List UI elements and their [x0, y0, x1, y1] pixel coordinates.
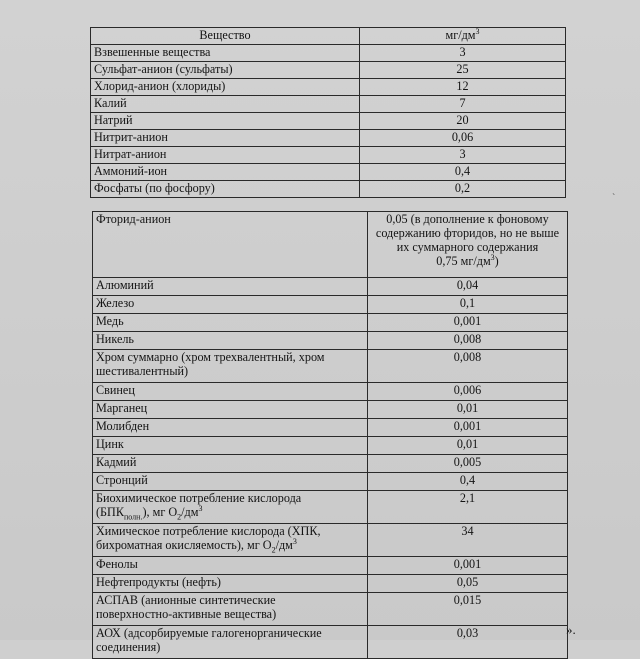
row-value: 7	[360, 96, 566, 113]
row-value: 34	[368, 524, 568, 557]
row-name	[93, 524, 368, 557]
row-value: 0,001	[368, 557, 568, 575]
row-value: 0,4	[368, 473, 568, 491]
bod-sub: 2	[177, 512, 182, 522]
row-value: 25	[360, 62, 566, 79]
row-value: 0,001	[368, 419, 568, 437]
table-row	[93, 278, 568, 296]
row-value: 0,2	[360, 181, 566, 198]
table-row	[91, 62, 566, 79]
row-value: 0,008	[368, 332, 568, 350]
bod-sub: полн.	[124, 512, 143, 522]
row-name: Взвешенные вещества	[91, 45, 360, 62]
row-name: Аммоний-ион	[91, 164, 360, 181]
table-row	[93, 473, 568, 491]
row-value: 0,06	[360, 130, 566, 147]
row-value: 0,01	[368, 401, 568, 419]
bod-text: ), мг O	[142, 505, 178, 519]
table-row	[91, 113, 566, 130]
row-name: Медь	[93, 314, 368, 332]
row-name: Никель	[93, 332, 368, 350]
row-name-line	[96, 503, 364, 522]
row-name: Сульфат-анион (сульфаты)	[91, 62, 360, 79]
table-row	[93, 557, 568, 575]
table-row	[93, 314, 568, 332]
row-name: Нитрат-анион	[91, 147, 360, 164]
row-name: Молибден	[93, 419, 368, 437]
row-name-line: АОХ (адсорбируемые галогенорганические	[96, 626, 322, 640]
row-name: Свинец	[93, 383, 368, 401]
row-name: Стронций	[93, 473, 368, 491]
row-value: 12	[360, 79, 566, 96]
row-value: 0,015	[368, 593, 568, 626]
row-name: Нитрит-анион	[91, 130, 360, 147]
row-name-line: АСПАВ (анионные синтетические	[96, 593, 276, 607]
table-row	[93, 401, 568, 419]
row-name: Калий	[91, 96, 360, 113]
substances-table-1	[90, 27, 566, 198]
fluoride-note-line: 0,05 (в дополнение к фоновому	[386, 212, 549, 226]
table-row-chrome	[93, 350, 568, 383]
row-name-line: Хром суммарно (хром трехвалентный, хром	[96, 350, 325, 364]
row-value: 3	[360, 147, 566, 164]
closing-quote-mark: ».	[566, 622, 576, 637]
table-row	[91, 96, 566, 113]
table-row	[93, 419, 568, 437]
row-name	[93, 593, 368, 626]
row-name: Фторид-анион	[93, 212, 368, 278]
table-row	[91, 130, 566, 147]
table-row	[93, 437, 568, 455]
cod-sub: 2	[271, 545, 276, 555]
row-name	[93, 350, 368, 383]
table-row	[93, 575, 568, 593]
table-row	[91, 79, 566, 96]
scan-speck: `	[612, 193, 616, 204]
table-row-cod	[93, 524, 568, 557]
fluoride-note-line: их суммарного содержания	[396, 240, 539, 254]
row-name: Нефтепродукты (нефть)	[93, 575, 368, 593]
table-row	[93, 455, 568, 473]
row-value: 0,04	[368, 278, 568, 296]
header-unit-sup: 3	[475, 26, 480, 36]
table-row	[91, 147, 566, 164]
table-row	[93, 296, 568, 314]
table-row-bod	[93, 491, 568, 524]
row-name: Натрий	[91, 113, 360, 130]
row-name: Цинк	[93, 437, 368, 455]
row-name: Кадмий	[93, 455, 368, 473]
table-row	[91, 181, 566, 198]
fluoride-note-sup: 3	[490, 252, 495, 262]
row-value: 0,01	[368, 437, 568, 455]
row-name-line: поверхностно-активные вещества)	[96, 607, 277, 621]
table-row	[91, 164, 566, 181]
table-row	[91, 45, 566, 62]
fluoride-note-text: 0,75 мг/дм	[436, 254, 491, 268]
row-name-line: соединения)	[96, 640, 161, 654]
bod-text: /дм	[181, 505, 199, 519]
row-value: 0,006	[368, 383, 568, 401]
fluoride-note-end: )	[494, 254, 499, 268]
row-value: 0,008	[368, 350, 568, 383]
row-value: 3	[360, 45, 566, 62]
row-name: Фенолы	[93, 557, 368, 575]
header-substance: Вещество	[91, 28, 360, 45]
substances-table-2	[92, 211, 568, 659]
row-value	[368, 212, 568, 278]
table-row	[93, 383, 568, 401]
row-name: Хлорид-анион (хлориды)	[91, 79, 360, 96]
row-name-line: Биохимическое потребление кислорода	[96, 491, 302, 505]
row-value: 0,4	[360, 164, 566, 181]
row-name	[93, 626, 368, 659]
row-value: 0,001	[368, 314, 568, 332]
row-name: Фосфаты (по фосфору)	[91, 181, 360, 198]
row-value: 0,1	[368, 296, 568, 314]
fluoride-note-line: содержанию фторидов, но не выше	[375, 226, 560, 240]
row-name-line	[96, 536, 364, 555]
header-unit-text: мг/дм	[445, 28, 476, 42]
row-name: Марганец	[93, 401, 368, 419]
cod-text: /дм	[275, 538, 293, 552]
row-value: 0,03	[368, 626, 568, 659]
row-name	[93, 491, 368, 524]
fluoride-note-line	[371, 254, 564, 268]
row-value: 2,1	[368, 491, 568, 524]
row-value: 20	[360, 113, 566, 130]
table-row	[93, 332, 568, 350]
row-value: 0,005	[368, 455, 568, 473]
header-unit	[360, 28, 566, 45]
row-name: Алюминий	[93, 278, 368, 296]
table-row-aox	[93, 626, 568, 659]
table-row-aspav	[93, 593, 568, 626]
row-value: 0,05	[368, 575, 568, 593]
table-row-fluoride	[93, 212, 568, 278]
bod-sup: 3	[198, 503, 203, 513]
bod-text: (БПК	[96, 505, 124, 519]
row-name: Железо	[93, 296, 368, 314]
table-header-row	[91, 28, 566, 45]
cod-text: бихроматная окисляемость), мг O	[96, 538, 272, 552]
row-name-line: шестивалентный)	[96, 364, 189, 378]
row-name-line: Химическое потребление кислорода (ХПК,	[96, 524, 321, 538]
cod-sup: 3	[292, 536, 297, 546]
